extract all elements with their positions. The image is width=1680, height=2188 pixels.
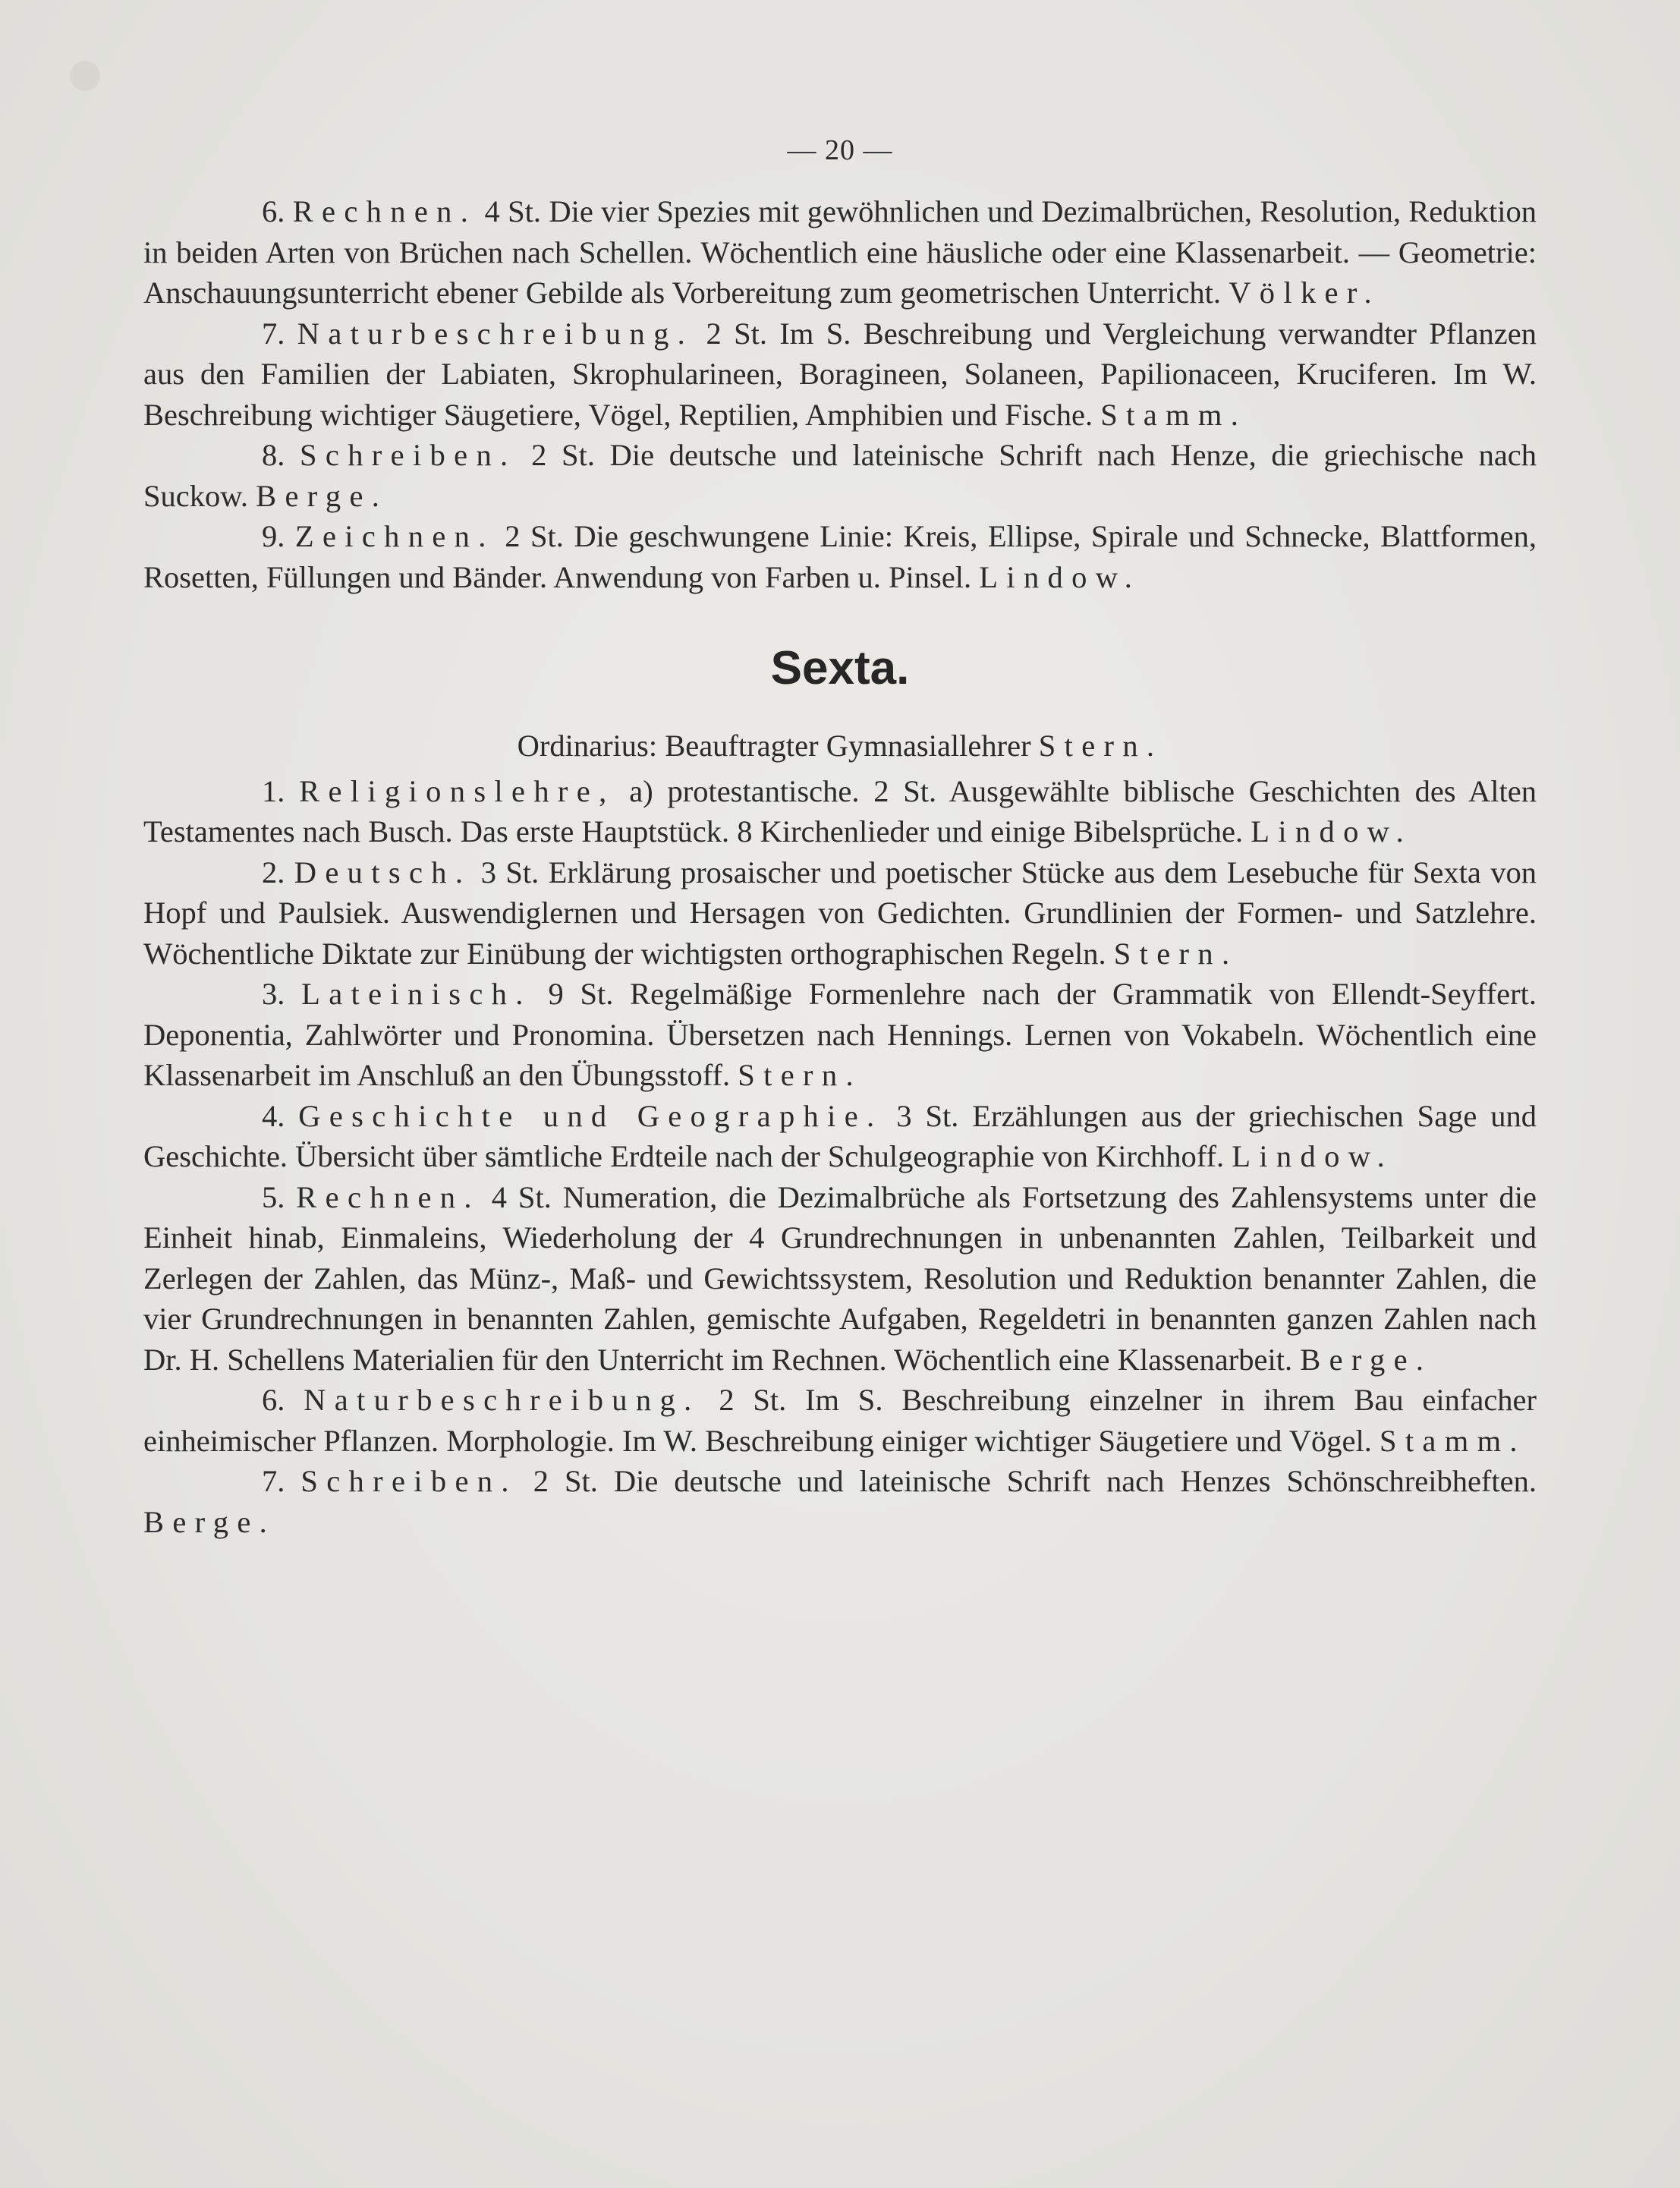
item-number: 3. <box>262 977 285 1011</box>
subject-name: Geschichte und Geographie. <box>298 1098 883 1133</box>
item-text: a) protestantische. 2 St. Ausgewählte biblische Geschichten des Alten Testamentes nach Busch. Das erste Hauptstück. 8 Kirchenlieder und einige Bibelsprüche. <box>143 773 1537 848</box>
list-item <box>143 191 1537 313</box>
item-text: 2 St. Im S. Beschreibung und Vergleichung verwandter Pflanzen aus den Familien der Labiaten, Skrophularineen, Boragineen, Solaneen, Papilionaceen, Kruciferen. Im W. Beschreibung wichtiger Säugetiere, Vögel, Reptilien, Amphibien und Fische. <box>143 316 1537 432</box>
item-text: 3 St. Erzählungen aus der griechischen Sage und Geschichte. Übersicht über sämtliche Erdteile nach der Schulgeographie von Kirchhoff. <box>143 1098 1537 1173</box>
item-text: 2 St. Im S. Beschreibung einzelner in ihrem Bau einfacher einheimischer Pflanzen. Morphologie. Im W. Beschreibung einiger wichtiger Säugetiere und Vögel. <box>143 1383 1537 1458</box>
section-title: Sexta. <box>770 642 910 694</box>
list-item <box>143 313 1537 436</box>
subject-name: Rechnen. <box>296 1179 480 1214</box>
teacher-name: Lindow. <box>979 559 1141 594</box>
paper-stain <box>70 61 100 91</box>
teacher-name: Berge. <box>1300 1342 1433 1377</box>
item-number: 7. <box>262 316 285 351</box>
subject-name: Schreiben. <box>300 438 517 472</box>
item-text: 2 St. Die deutsche und lateinische Schrift nach Henzes Schönschreibheften. <box>533 1464 1537 1498</box>
ordinarius-name: Stern. <box>1038 729 1163 763</box>
list-item <box>143 1380 1537 1461</box>
teacher-name: Stern. <box>1113 936 1238 971</box>
list-item <box>143 974 1537 1096</box>
teacher-name: Stamm. <box>1100 397 1247 432</box>
list-item <box>143 435 1537 516</box>
ordinarius-label: Ordinarius: Beauftragter Gymnasiallehrer <box>517 729 1031 763</box>
subject-name: Zeichnen. <box>294 519 495 553</box>
item-text: 2 St. Die geschwungene Linie: Kreis, Ellipse, Spirale und Schnecke, Blattformen, Rosetten, Füllungen und Bänder. Anwendung von Farben u. Pinsel. <box>143 519 1537 594</box>
list-item <box>143 852 1537 974</box>
item-text: 4 St. Die vier Spezies mit gewöhnlichen und Dezimalbrüchen, Resolution, Reduktion in beiden Arten von Brüchen nach Schellen. Wöchentlich eine häusliche oder eine Klassenarbeit. — Geometrie: Anschauungsunterricht ebener Gebilde als Vorbereitung zum geometrischen Unterricht. <box>143 194 1537 310</box>
page-number: — 20 — <box>787 134 893 166</box>
item-number: 7. <box>262 1464 285 1498</box>
item-text: 3 St. Erklärung prosaischer und poetischer Stücke aus dem Lesebuche für Sexta von Hopf und Paulsiek. Auswendiglernen und Hersagen von Gedichten. Grundlinien der Formen- und Satzlehre. Wöchentliche Diktate zur Einübung der wichtigsten orthographischen Regeln. <box>143 855 1537 971</box>
item-text: 2 St. Die deutsche und lateinische Schrift nach Henze, die griechische nach Suckow. <box>143 438 1537 513</box>
item-text: 9 St. Regelmäßige Formenlehre nach der Grammatik von Ellendt-Seyffert. Deponentia, Zahlwörter und Pronomina. Übersetzen nach Hennings. Lernen von Vokabeln. Wöchentlich eine Klassenarbeit im Anschluß an den Übungsstoff. <box>143 977 1537 1092</box>
item-number: 6. <box>262 1383 285 1417</box>
item-number: 9. <box>262 519 285 553</box>
teacher-name: Berge. <box>256 478 389 513</box>
teacher-name: Lindow. <box>1251 814 1413 848</box>
subject-name: Schreiben. <box>300 1464 518 1498</box>
teacher-name: Völker. <box>1229 275 1380 310</box>
teacher-name: Stamm. <box>1379 1423 1526 1458</box>
subject-name: Naturbeschreibung. <box>297 316 694 351</box>
item-text: 4 St. Numeration, die Dezimalbrüche als Fortsetzung des Zahlensystems unter die Einheit hinab, Einmaleins, Wiederholung der 4 Grundrechnungen in unbenannten Zahlen, Teilbarkeit und Zerlegen der Zahlen, das Münz-, Maß- und Gewichtssystem, Resolution und Reduktion benannter Zahlen, die vier Grundrechnungen in benannten Zahlen, gemischte Aufgaben, Regeldetri in benannten ganzen Zahlen nach Dr. H. Schellens Materialien für den Unterricht im Rechnen. Wöchentlich eine Klassenarbeit. <box>143 1179 1537 1377</box>
list-item <box>143 1177 1537 1380</box>
subject-name: Lateinisch. <box>301 977 532 1011</box>
item-number: 5. <box>262 1179 285 1214</box>
item-number: 6. <box>262 194 285 228</box>
item-number: 2. <box>262 855 285 889</box>
teacher-name: Berge. <box>143 1504 276 1539</box>
item-number: 1. <box>262 773 285 808</box>
list-item <box>143 516 1537 597</box>
subject-name: Religionslehre, <box>299 773 615 808</box>
list-item <box>143 1096 1537 1177</box>
page-content <box>143 134 1537 1542</box>
item-number: 4. <box>262 1098 285 1133</box>
list-item <box>143 1461 1537 1542</box>
ordinarius-line <box>143 726 1537 767</box>
subject-name: Deutsch. <box>294 855 472 889</box>
teacher-name: Lindow. <box>1232 1139 1394 1173</box>
teacher-name: Stern. <box>738 1058 862 1092</box>
item-number: 8. <box>262 438 285 472</box>
list-item <box>143 771 1537 852</box>
subject-name: Naturbeschreibung. <box>304 1383 700 1417</box>
subject-name: Rechnen. <box>292 194 477 228</box>
